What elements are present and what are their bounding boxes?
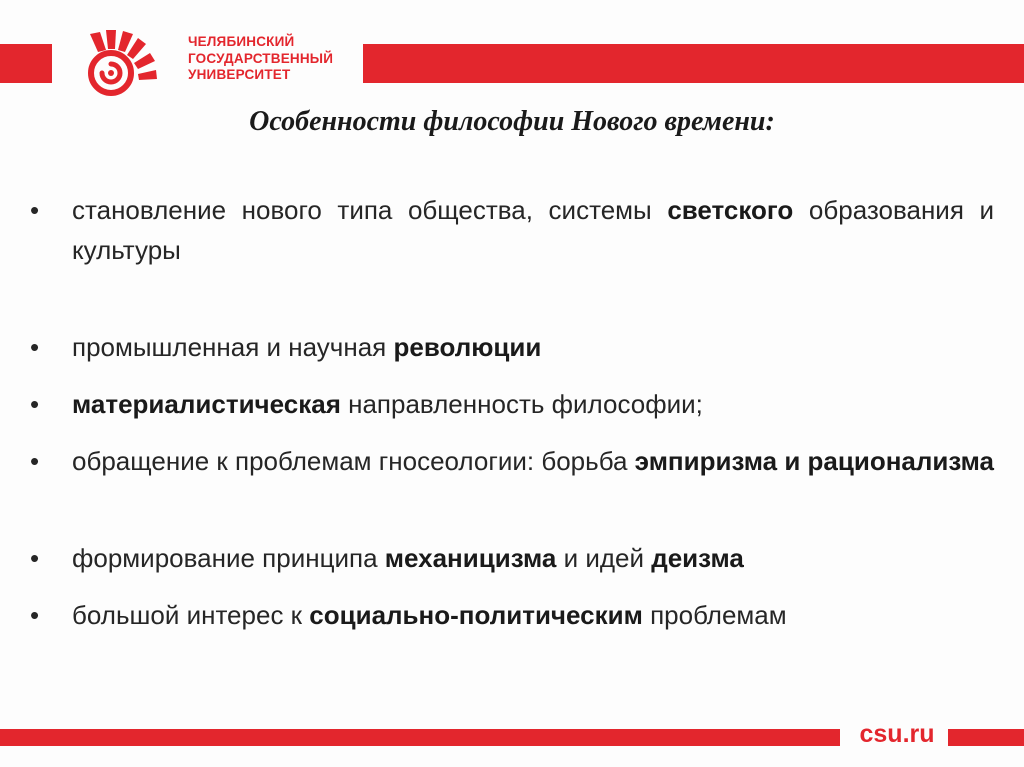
bullet-item: [30, 327, 994, 367]
bullet-dot: •: [30, 332, 40, 362]
bullet-item: [30, 538, 994, 578]
bullet-dot: •: [30, 195, 40, 225]
bullet-text-bold: механицизма: [384, 543, 557, 573]
bullet-text-run: большой интерес к: [72, 600, 310, 630]
bullet-text-run: становление нового типа общества, системы: [72, 195, 668, 225]
bullet-dot: •: [30, 600, 40, 630]
bullet-text: [72, 332, 541, 362]
bullet-dot: •: [30, 446, 40, 476]
bullet-text-bold: материалистическая: [72, 389, 341, 419]
bullet-text-run: промышленная и научная: [72, 332, 394, 362]
bullet-text-run: направленность философии;: [340, 389, 703, 419]
bullet-text-run: проблемам: [642, 600, 787, 630]
bullet-text-bold: эмпиризма и рационализма: [634, 446, 995, 476]
bullet-text-bold: революции: [393, 332, 542, 362]
site-link[interactable]: csu.ru: [859, 720, 935, 748]
logo-line: ЧЕЛЯБИНСКИЙ: [188, 34, 295, 49]
bullet-item: [30, 190, 994, 310]
logo-line: УНИВЕРСИТЕТ: [188, 67, 291, 82]
bullet-text-bold: светского: [667, 195, 794, 225]
slide-title: Особенности философии Нового времени:: [249, 106, 775, 137]
bullet-text-run: образования и культуры: [72, 195, 995, 265]
bullet-text: [72, 543, 744, 573]
bullet-text: [72, 389, 703, 419]
footer-bar-left: [0, 729, 840, 746]
header-bar-left: [0, 44, 52, 83]
bullet-text: [72, 441, 994, 521]
university-name: [188, 34, 333, 84]
header-bar-right: [363, 44, 1024, 83]
bullet-text: [72, 600, 787, 630]
bullet-text-run: обращение к проблемам гносеологии: борьба: [72, 446, 635, 476]
bullet-list: [30, 190, 994, 652]
bullet-text-run: формирование принципа: [72, 543, 385, 573]
bullet-item: [30, 595, 994, 635]
bullet-item: [30, 441, 994, 521]
bullet-text-bold: деизма: [651, 543, 744, 573]
bullet-dot: •: [30, 389, 40, 419]
bullet-item: [30, 384, 994, 424]
bullet-dot: •: [30, 543, 40, 573]
bullet-text-bold: социально-политическим: [309, 600, 643, 630]
university-logo-icon: [78, 28, 178, 98]
bullet-text: [72, 190, 994, 310]
logo-line: ГОСУДАРСТВЕННЫЙ: [188, 50, 334, 66]
footer-bar-right: [948, 729, 1024, 746]
bullet-text-run: и идей: [556, 543, 652, 573]
